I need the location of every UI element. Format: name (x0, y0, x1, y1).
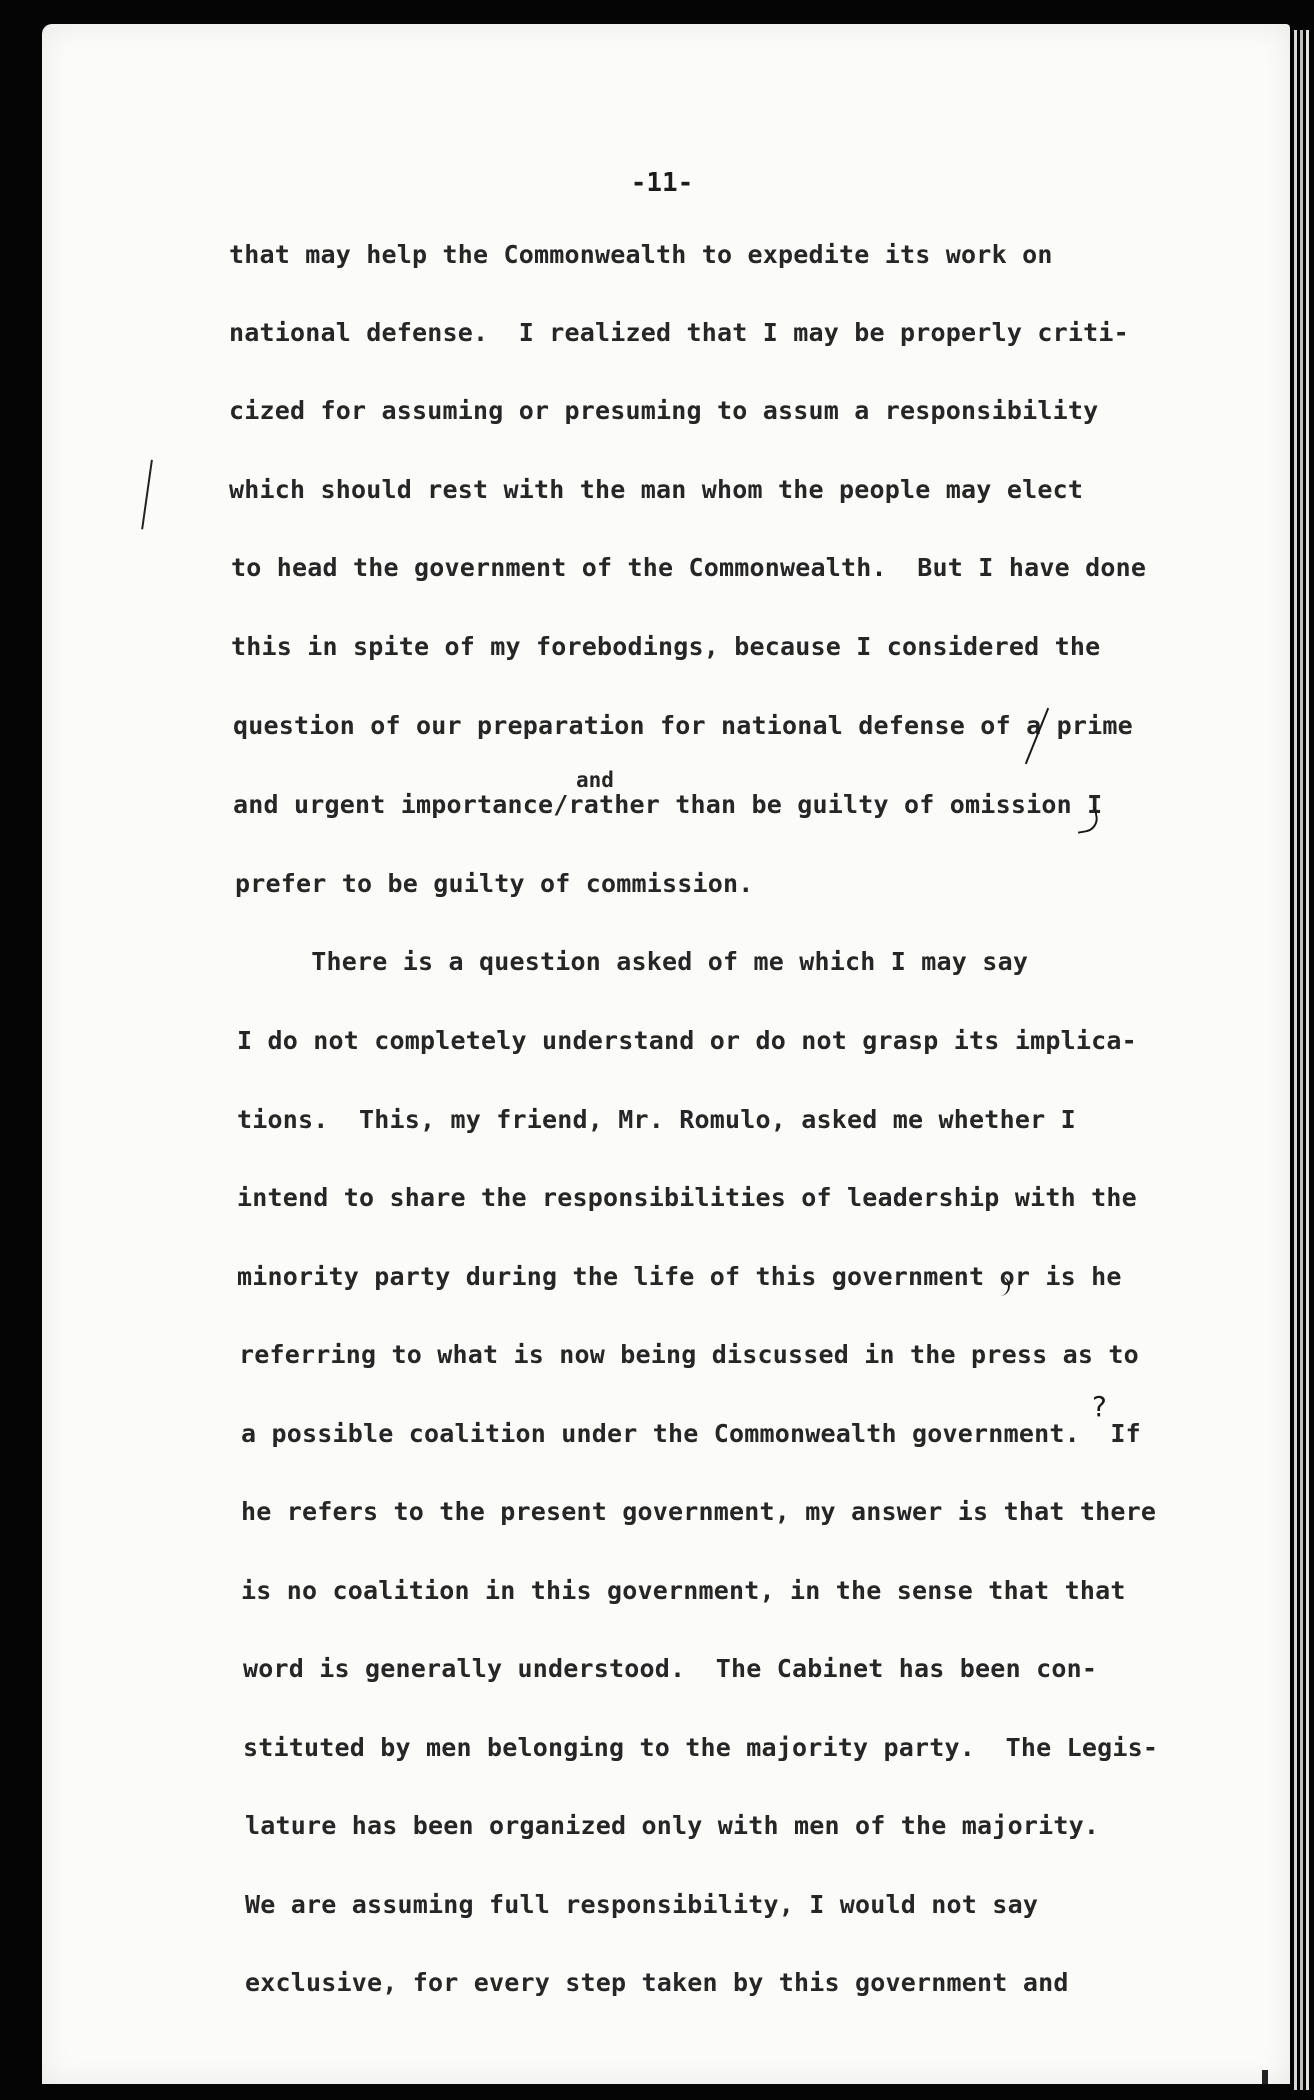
text-line: lature has been organized only with men of the majority. (245, 1811, 1100, 1840)
text-line: minority party during the life of this government or is he (237, 1262, 1122, 1291)
text-line: word is generally understood. The Cabinet has been con- (243, 1654, 1098, 1683)
interlinear-insertion: and (576, 768, 614, 792)
text-line: national defense. I realized that I may be properly criti- (229, 318, 1129, 347)
text-line: that may help the Commonwealth to expedite its work on (229, 240, 1053, 269)
question-mark-annotation: ? (1092, 1390, 1107, 1423)
text-line: stituted by men belonging to the majority party. The Legis- (243, 1733, 1159, 1762)
paper-edge (1300, 30, 1303, 2090)
paper-edge (1306, 30, 1309, 2090)
paper-edge (1294, 30, 1297, 2090)
text-line: he refers to the present government, my answer is that there (241, 1497, 1157, 1526)
text-line: a possible coalition under the Commonwealth government. If (241, 1419, 1141, 1448)
text-line: question of our preparation for national defense of a prime (233, 711, 1133, 740)
text-line: which should rest with the man whom the people may elect (229, 475, 1084, 504)
text-line: cized for assuming or presuming to assum a responsibility (229, 396, 1099, 425)
text-line: intend to share the responsibilities of leadership with the (237, 1183, 1137, 1212)
text-line: I do not completely understand or do not grasp its implica- (237, 1026, 1137, 1055)
text-line: We are assuming full responsibility, I would not say (245, 1890, 1039, 1919)
text-line: tions. This, my friend, Mr. Romulo, asked me whether I (237, 1105, 1076, 1134)
text-line: exclusive, for every step taken by this government and (245, 1968, 1069, 1997)
text-line: There is a question asked of me which I may say (235, 947, 1029, 976)
text-line: referring to what is now being discussed in the press as to (239, 1340, 1139, 1369)
text-line: this in spite of my forebodings, because I considered the (231, 632, 1101, 661)
page-number: -11- (630, 168, 694, 198)
text-line: to head the government of the Commonwealth. But I have done (231, 553, 1147, 582)
text-line: prefer to be guilty of commission. (235, 869, 754, 898)
text-line: is no coalition in this government, in the sense that that (241, 1576, 1126, 1605)
text-line: and urgent importance/rather than be guilty of omission I (233, 790, 1103, 819)
scan-artifact (1262, 2070, 1268, 2084)
